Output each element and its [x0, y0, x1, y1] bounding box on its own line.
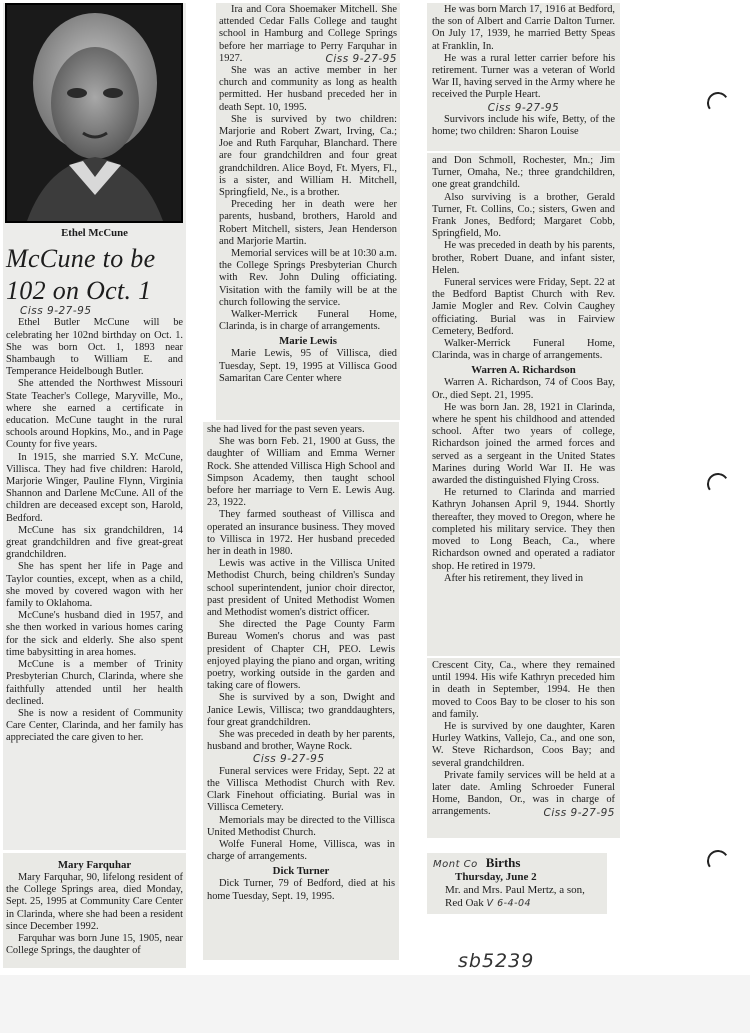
binder-hole	[705, 471, 730, 496]
paragraph: He was born Jan. 28, 1921 in Clarinda, where he spent his childhood and attended school. After two years of college, Richardson joined the armed forces and served as a sergeant in the United States Marines during World War II. He was awarded the distinguished Flying Cross.	[432, 401, 615, 487]
births-text: Mr. and Mrs. Paul Mertz, a son, Red Oak	[445, 884, 585, 909]
paragraph: She attended the Northwest Missouri State Teacher's College, Maryville, Mo., where she earned a certificate in education. McCune taught in the rural schools around Hopkins, Mo., and in Page County for five years.	[6, 378, 183, 451]
obituary-heading: Mary Farquhar	[57, 859, 132, 871]
paragraph: Mary Farquhar, 90, lifelong resident of the College Springs area, died Monday, Sept. 25, 1995 at Community Care Center in Clarinda, where she had been a resident since December 1992.	[6, 872, 183, 932]
paragraph: Walker-Merrick Funeral Home, Clarinda, was in charge of arrangements.	[432, 338, 615, 362]
paragraph: Also surviving is a brother, Gerald Turner, Ft. Collins, Co.; sisters, Gwen and Frank Jones, Bedford; Margaret Cobb, Springfield, Mo.	[432, 191, 615, 240]
paragraph: McCune is a member of Trinity Presbyterian Church, Clarinda, where she faithfully attended until her health declined.	[6, 659, 183, 707]
paragraph: Crescent City, Ca., where they remained until 1994. His wife Kathryn preceded him in death in September, 1994. He then moved to Coos Bay to be closer to his son and family.	[432, 660, 615, 720]
paragraph: He was born March 17, 1916 at Bedford, the son of Albert and Carrie Dalton Turner. On July 17, 1939, he married Betty Speas at Franklin, In.	[432, 4, 615, 52]
binder-hole	[705, 848, 730, 873]
paragraph: Ira and Cora Shoemaker Mitchell. She attended Cedar Falls College and taught school in Hamburg and College Springs before her marriage to Perry Farquhar in 1927.	[219, 4, 397, 64]
paragraph: She was an active member in her church and community as long as health permitted. Her husband preceded her in death Sept. 10, 1995.	[219, 65, 397, 113]
paragraph: He is survived by one daughter, Karen Hurley Watkins, Vallejo, Ca., and one son, W. Steve Richardson, Coos Bay; and several grandchildren.	[432, 721, 615, 769]
clipping-date-note: Ciss 9-27-95	[543, 806, 615, 819]
paragraph: Funeral services were Friday, Sept. 22 at the Bedford Baptist Church with Rev. Jamie Mogler and Rev. Colvin Caughey officiating. Burial was in Fairview Cemetery, Bedford.	[432, 277, 615, 337]
paragraph: He returned to Clarinda and married Kathryn Johansen April 9, 1944. Shortly thereafter, they moved to Oregon, where he completed his military service. They then moved to Long Beach, Ca., where Richardson owned and operated a radiator shop. He retired in 1979.	[432, 487, 615, 572]
births-handwritten-note: Mont Co	[433, 859, 478, 870]
paragraph: Memorials may be directed to the Villisca United Methodist Church.	[207, 814, 395, 838]
binder-hole	[705, 90, 730, 115]
paragraph: McCune's husband died in 1957, and she then worked in various homes caring for the sick and elderly. She also spent time babysitting in area homes.	[6, 610, 183, 658]
paragraph: Wolfe Funeral Home, Villisca, was in charge of arrangements.	[207, 838, 395, 863]
paragraph: Funeral services were Friday, Sept. 22 at the Villisca Methodist Church with Rev. Clark Finehout officiating. Burial was in Villisca Cemetery.	[207, 765, 395, 814]
paragraph: She is survived by two children: Marjorie and Robert Zwart, Irving, Ca.; Joe and Ruth Farquhar, Blanchard. There are four grandchildren and four great grandchildren. Alice Boyd, Ft. Myers, Fl., is a sister, and William H. Mitchell, Springfield, Ne., is a brother.	[219, 113, 397, 199]
paragraph: Farquhar was born June 15, 1905, near College Springs, the daughter of	[6, 933, 183, 957]
turner-richardson-clipping	[427, 153, 620, 656]
richardson-clipping-bottom	[427, 658, 620, 838]
paragraph: She has spent her life in Page and Taylor counties, except, when as a child, she moved by covered wagon with her family to Oklahoma.	[6, 561, 183, 610]
paragraph: she had lived for the past seven years.	[207, 424, 365, 435]
paragraph: She directed the Page County Farm Bureau Women's chorus and was past president of Chapter CH, PEO. Lewis enjoyed playing the piano and organ, writing poetry, working outside in the garden and taking care of flowers.	[207, 619, 395, 692]
mary-farquhar-clipping	[3, 853, 186, 968]
obituary-heading: Marie Lewis	[279, 335, 337, 348]
paragraph: After his retirement, they lived in	[444, 572, 584, 584]
paragraph: Ethel Butler McCune will be celebrating her 102nd birthday on Oct. 1. She was born Oct. 1, 1893 near Shambaugh to William E. and Temperance Heidelbough Butler.	[6, 317, 183, 378]
portrait-image	[7, 5, 181, 221]
paragraph: Preceding her in death were her parents, husband, brothers, Harold and Robert Mitchell, sisters, Jean Henderson and Marjorie Martin.	[219, 199, 397, 247]
paragraph: McCune has six grandchildren, 14 great grandchildren and five great-great grandchildren.	[6, 524, 183, 561]
lewis-turner-clipping	[203, 422, 399, 960]
obituary-heading: Dick Turner	[272, 865, 330, 878]
paragraph: Marie Lewis, 95 of Villisca, died Tuesday, Sept. 19, 1995 at Villisca Good Samaritan Care Center where	[219, 348, 397, 384]
paragraph: She is now a resident of Community Care Center, Clarinda, and her family has appreciated the care given to her.	[6, 707, 183, 744]
clipping-date-note: Ciss 9-27-95	[253, 753, 325, 766]
paragraph: and Don Schmoll, Rochester, Mn.; Jim Turner, Omaha, Ne.; three grandchildren, one great grandchild.	[432, 155, 615, 191]
paragraph: They farmed southeast of Villisca and operated an insurance business. They moved to Villisca in 1972. Her husband preceded her in death in 1980.	[207, 509, 395, 558]
paragraph: He was a rural letter carrier before his retirement. Turner was a veteran of World War II, having served in the Army where he received the Purple Heart.	[432, 52, 615, 101]
obituary-heading: Warren A. Richardson	[471, 364, 576, 377]
paragraph: In 1915, she married S.Y. McCune, Villisca. They had five children: Harold, Marjorie Winger, Pauline Flynn, Virginia Shannon and Darlene McCune. All of the children are deceased except son, Harold, Bedford.	[6, 451, 183, 524]
paragraph: Survivors include his wife, Betty, of the home; two children: Sharon Louise	[432, 113, 615, 137]
clipping-date-note: Ciss 9-27-95	[325, 53, 397, 66]
paragraph: Lewis was active in the Villisca United Methodist Church, being children's Sunday school superintendent, junior choir director, past president of United Methodist Women and Methodist women's district officer.	[207, 558, 395, 619]
portrait-photo	[5, 3, 183, 223]
ethel-mccune-clipping	[3, 3, 186, 850]
paragraph: Dick Turner, 79 of Bedford, died at his home Tuesday, Sept. 19, 1995.	[207, 878, 395, 902]
clipping-date-note: Ciss 9-27-95	[487, 101, 560, 114]
paragraph: He was preceded in death by his parents, brother, Robert Duane, and infant sister, Helen.	[432, 240, 615, 276]
births-title: Births	[485, 855, 521, 870]
turner-clipping-top	[427, 3, 620, 151]
clipping-date-note: Ciss 9-27-95	[20, 305, 92, 318]
paragraph: Warren A. Richardson, 74 of Coos Bay, Or., died Sept. 21, 1995.	[432, 377, 615, 401]
paragraph: Walker-Merrick Funeral Home, Clarinda, is in charge of arrangements.	[219, 309, 397, 333]
paragraph: Private family services will be held at a later date. Amling Schroeder Funeral Home, Bandon, Or., was in charge of arrangements.	[432, 769, 615, 818]
headline: McCune to be 102 on Oct. 1	[6, 244, 156, 306]
births-handwritten-date: V 6-4-04	[486, 898, 532, 909]
births-clipping	[427, 853, 607, 914]
paragraph: She was born Feb. 21, 1900 at Guss, the daughter of William and Emma Werner Rock. She attended Villisca High School and Simpson Academy, then taught school before her marriage to Vern E. Lewis Aug. 23, 1922.	[207, 436, 395, 509]
photo-caption: Ethel McCune	[61, 227, 128, 239]
paragraph: She was preceded in death by her parents, husband and brother, Wayne Rock.	[207, 729, 395, 753]
scan-bottom-margin	[0, 975, 750, 1033]
births-date: Thursday, June 2	[455, 871, 537, 883]
paragraph: She is survived by a son, Dwight and Janice Lewis, Villisca; two granddaughters, four great grandchildren.	[207, 692, 395, 728]
paragraph: Memorial services will be at 10:30 a.m. the College Springs Presbyterian Church with Rev. John Duling officiating. Visitation with the family will be at the church following the service.	[219, 248, 397, 308]
archive-number: sb5239	[458, 950, 535, 972]
farquhar-lewis-clipping	[216, 3, 400, 420]
